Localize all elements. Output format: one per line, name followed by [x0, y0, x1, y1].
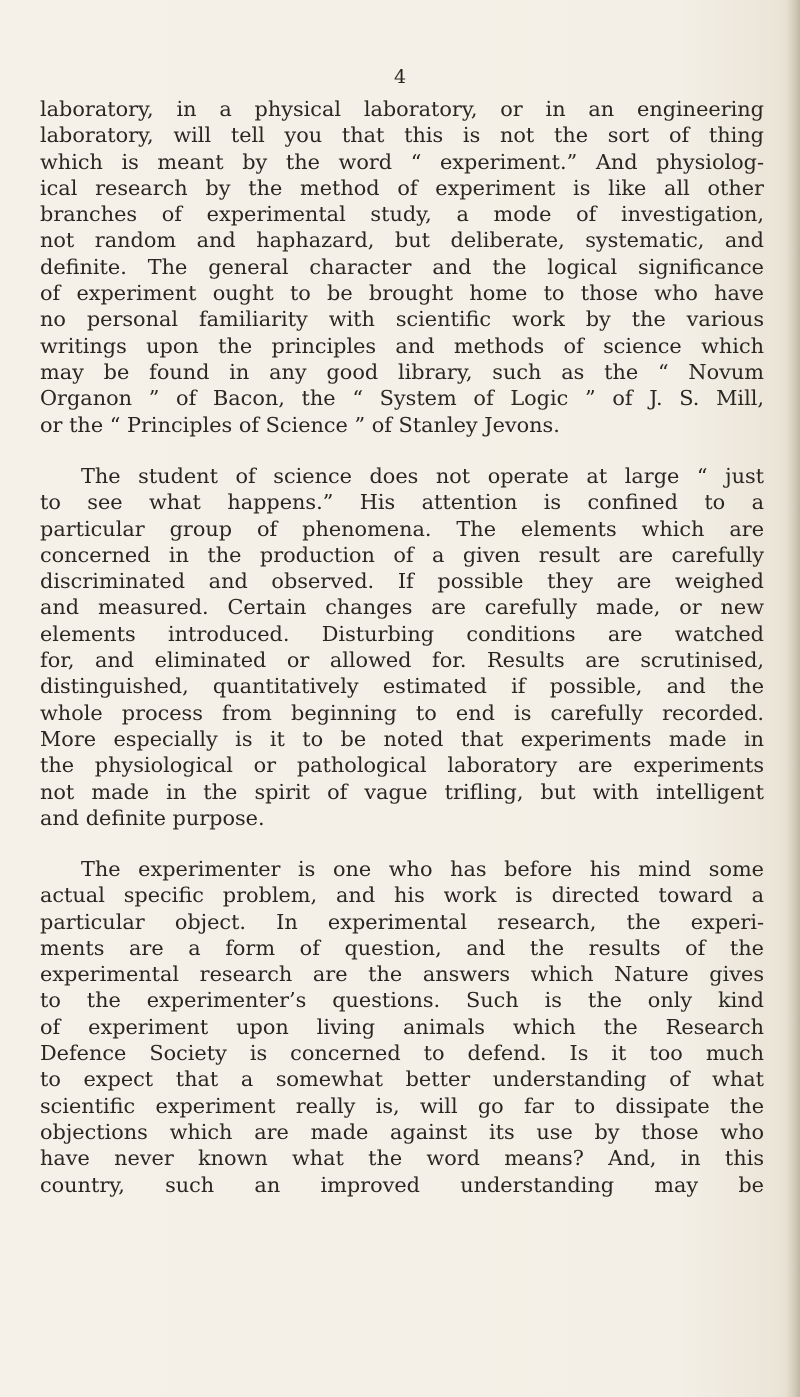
text-line: may be found in any good library, such as the “ Novum — [40, 359, 764, 384]
text-line: The student of science does not operate at large “ just — [81, 464, 764, 488]
page-number: 4 — [393, 66, 407, 88]
text-line: of experiment upon living animals which the Research — [40, 1014, 764, 1039]
text-line: actual specific problem, and his work is directed toward a — [40, 883, 764, 908]
text-line: to expect that a somewhat better understanding of what — [40, 1067, 764, 1092]
text-line: discriminated and observed. If possible they are weighed — [40, 569, 764, 594]
text-line: laboratory, will tell you that this is not the sort of thing — [40, 123, 764, 148]
text-line: to see what happens.” His attention is confined to a — [40, 490, 764, 515]
text-line: writings upon the principles and methods of science which — [40, 333, 764, 358]
text-line: scientific experiment really is, will go far to dissipate the — [40, 1093, 764, 1118]
text-line: of experiment ought to be brought home to those who have — [40, 281, 764, 306]
text-line: no personal familiarity with scientific work by the various — [40, 307, 764, 332]
text-line: not made in the spirit of vague trifling, but with intelligent — [40, 779, 764, 804]
text-line: concerned in the production of a given result are carefully — [40, 542, 764, 567]
text-line: More especially is it to be noted that experiments made in — [40, 726, 764, 751]
text-line: experimental research are the answers which Nature gives — [40, 962, 764, 987]
text-line: or the “ Principles of Science ” of Stanley Jevons. — [40, 412, 560, 437]
text-line: The experimenter is one who has before his mind some — [81, 857, 764, 881]
text-line: elements introduced. Disturbing conditions are watched — [40, 621, 764, 646]
text-line: particular object. In experimental research, the experi- — [40, 909, 764, 934]
text-line: distinguished, quantitatively estimated if possible, and the — [40, 674, 764, 699]
text-line: Defence Society is concerned to defend. Is it too much — [40, 1041, 764, 1066]
text-line: laboratory, in a physical laboratory, or in an engineering — [40, 97, 764, 121]
text-line: whole process from beginning to end is carefully recorded. — [40, 700, 764, 725]
text-line: definite. The general character and the logical significance — [40, 254, 764, 279]
paragraph-2 — [40, 463, 764, 831]
text-line: and definite purpose. — [40, 805, 265, 830]
paragraph-3 — [40, 856, 764, 1198]
text-line: which is meant by the word “ experiment.” And physiolog- — [40, 149, 764, 174]
text-line: particular group of phenomena. The elements which are — [40, 516, 764, 541]
paragraph-1 — [40, 96, 764, 438]
text-line: and measured. Certain changes are carefully made, or new — [40, 595, 764, 620]
text-line: not random and haphazard, but deliberate, systematic, and — [40, 228, 764, 253]
text-line: Organon ” of Bacon, the “ System of Logic ” of J. S. Mill, — [40, 386, 764, 411]
page-edge-shadow — [786, 0, 800, 1397]
text-line: have never known what the word means? And, in this — [40, 1146, 764, 1171]
text-line: the physiological or pathological laboratory are experiments — [40, 753, 764, 778]
text-line: country, such an improved understanding may be — [40, 1172, 764, 1197]
text-line: objections which are made against its use by those who — [40, 1119, 764, 1144]
text-line: to the experimenter’s questions. Such is the only kind — [40, 988, 764, 1013]
text-line: ical research by the method of experiment is like all other — [40, 175, 764, 200]
text-line: for, and eliminated or allowed for. Results are scrutinised, — [40, 648, 764, 673]
text-line: branches of experimental study, a mode of investigation, — [40, 202, 764, 227]
text-line: ments are a form of question, and the results of the — [40, 935, 764, 960]
